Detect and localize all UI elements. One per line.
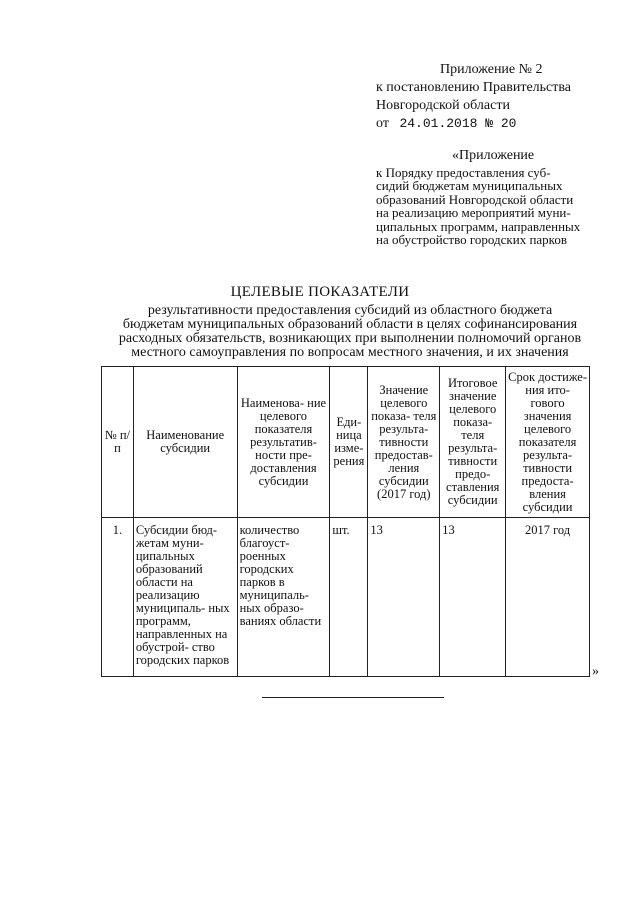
header-cell-num: № п/п [102,367,134,518]
subtitle-line: местного самоуправления по вопросам местного значения, и их значения [131,345,569,360]
header-cell-deadline: Срок достиже- ния ито- гового значения целевого показателя результа- тивности предоста- вления субсидии [506,367,590,518]
cell-unit: шт. [330,518,368,677]
appendix-line: Новгородской области [376,98,510,113]
closing-quote: » [592,664,599,679]
cell-subsidy: Субсидии бюд- жетам муни- ципальных образований области на реализацию муниципаль- ных программ, направленных на обустрой- ство городских парков [133,518,237,677]
date-prefix: от [376,116,389,131]
document-title: ЦЕЛЕВЫЕ ПОКАЗАТЕЛИ [230,284,410,300]
table-header-row [102,367,590,518]
inner-appendix-line: ципальных программ, направленных [376,218,581,234]
appendix-date [376,115,626,133]
inner-appendix-line: на реализацию мероприятий муни- [376,205,571,220]
inner-appendix-line: образований Новгородской области [376,191,574,207]
document-subtitle [90,304,610,360]
subtitle-line: результативности предоставления субсидий из областного бюджета [147,303,553,318]
header-cell-final-value: Итоговое значение целевого показа- теля результа- тивности предо- ставления субсидии [440,367,506,518]
cell-num: 1. [102,518,134,677]
header-cell-unit: Еди- ница изме- рения [330,367,368,518]
inner-appendix-title: «Приложение [452,148,535,163]
cell-indicator: количество благоуст- роенных городских парков в муниципаль- ных образо- ваниях области [237,518,330,677]
header-cell-value-2017: Значение целевого показа- теля результа- тивности предостав- ления субсидии (2017 год) [368,367,440,518]
cell-value-2017: 13 [368,518,440,677]
header-cell-indicator: Наименова- ние целевого показателя результатив- ности пре- доставления субсидии [237,367,330,518]
inner-appendix [376,149,614,247]
table-row [102,518,590,677]
cell-final-value: 13 [440,518,506,677]
inner-appendix-line: на обустройство городских парков [376,232,567,247]
subtitle-line: расходных обязательств, возникающих при выполнении полномочий органов [118,331,582,346]
date-value: 24.01.2018 № 20 [399,116,517,131]
inner-appendix-line: к Порядку предоставления суб- [376,164,551,180]
cell-deadline: 2017 год [506,518,590,677]
inner-appendix-line: сидий бюджетам муниципальных [376,178,563,193]
header-cell-subsidy: Наименование субсидии [133,367,237,518]
appendix-header [376,61,626,133]
subtitle-line: бюджетам муниципальных образований области в целях софинансирования [122,317,578,332]
indicators-table [101,366,590,677]
end-rule [262,697,444,698]
appendix-title: Приложение № 2 [440,62,543,77]
appendix-line: к постановлению Правительства [376,80,572,95]
